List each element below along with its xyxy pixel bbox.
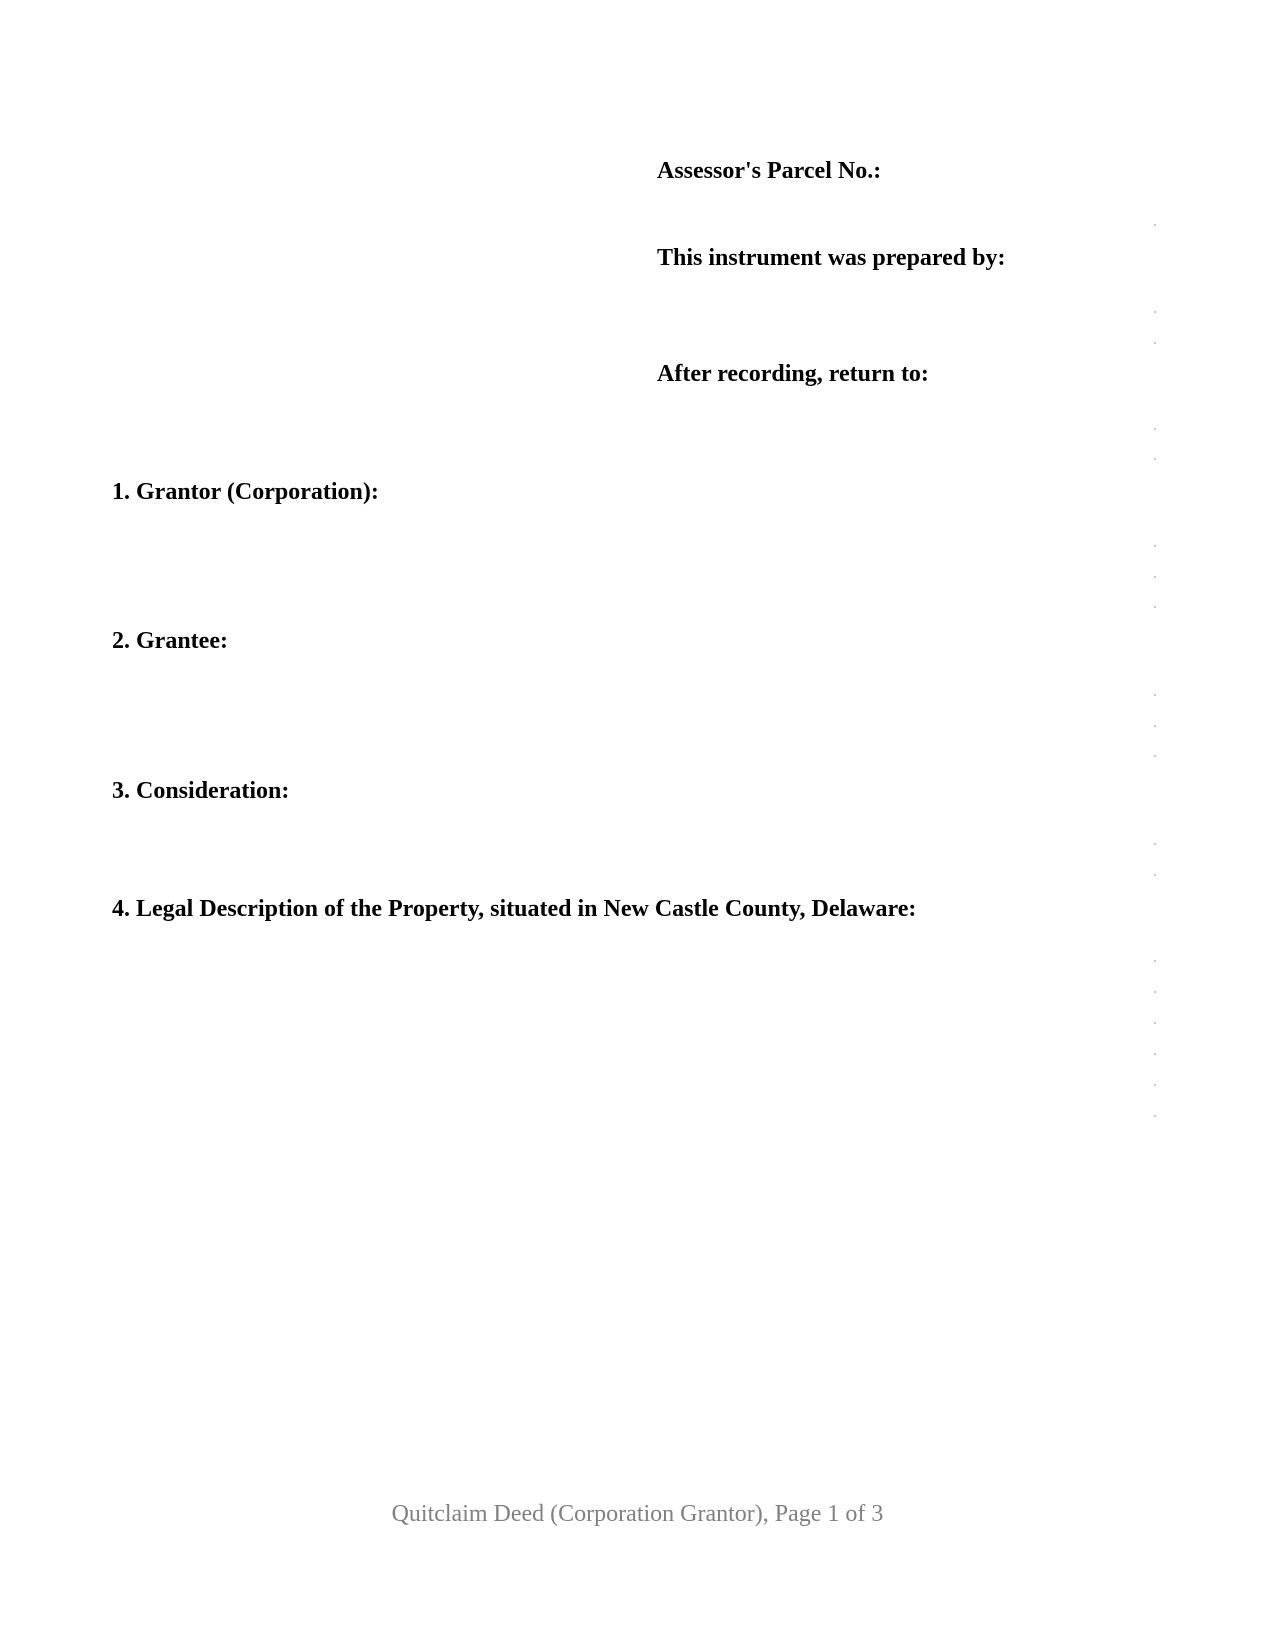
grantor-heading: 1. Grantor (Corporation): xyxy=(112,479,379,505)
margin-tick xyxy=(1154,1084,1156,1086)
margin-tick xyxy=(1154,576,1156,578)
margin-tick xyxy=(1154,224,1156,226)
page-footer: Quitclaim Deed (Corporation Grantor), Page 1 of 3 xyxy=(391,1501,884,1527)
margin-tick xyxy=(1154,843,1156,845)
margin-tick xyxy=(1154,755,1156,757)
margin-tick xyxy=(1154,311,1156,313)
margin-tick xyxy=(1154,1053,1156,1055)
margin-tick xyxy=(1154,991,1156,993)
margin-tick xyxy=(1154,725,1156,727)
margin-tick xyxy=(1154,458,1156,460)
margin-tick xyxy=(1154,428,1156,430)
margin-tick xyxy=(1154,545,1156,547)
return-to-label: After recording, return to: xyxy=(657,361,929,387)
margin-tick xyxy=(1154,874,1156,876)
margin-tick xyxy=(1154,1022,1156,1024)
prepared-by-label: This instrument was prepared by: xyxy=(657,245,1006,271)
parcel-number-label: Assessor's Parcel No.: xyxy=(657,158,882,184)
margin-tick xyxy=(1154,960,1156,962)
margin-tick xyxy=(1154,1115,1156,1117)
grantee-heading: 2. Grantee: xyxy=(112,628,228,654)
consideration-heading: 3. Consideration: xyxy=(112,778,290,804)
margin-tick xyxy=(1154,694,1156,696)
legal-description-heading: 4. Legal Description of the Property, situated in New Castle County, Delaware: xyxy=(112,896,917,922)
margin-tick xyxy=(1154,342,1156,344)
margin-tick xyxy=(1154,606,1156,608)
